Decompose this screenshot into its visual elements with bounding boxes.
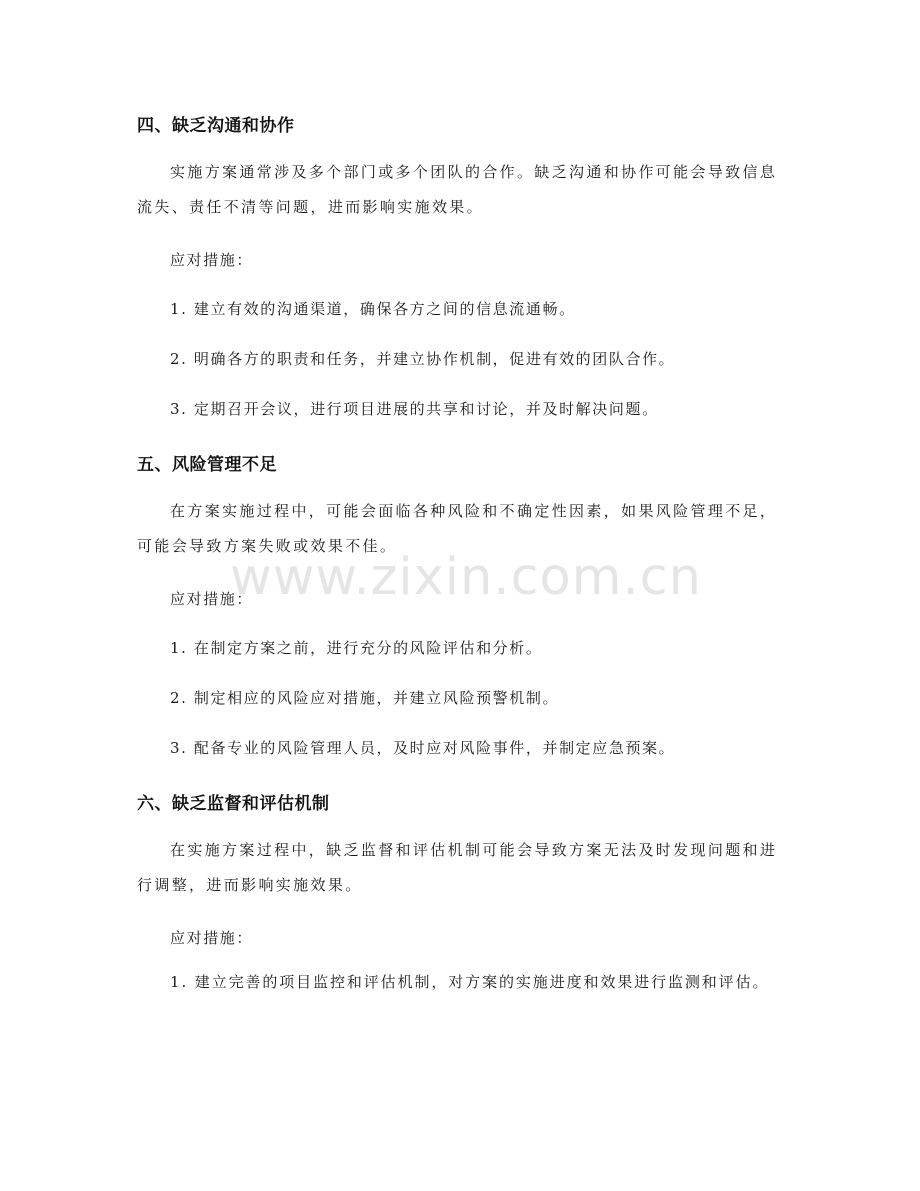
measure-item: 2. 制定相应的风险应对措施，并建立风险预警机制。 xyxy=(170,689,560,707)
measures-label: 应对措施： xyxy=(170,929,254,947)
measure-item: 2. 明确各方的职责和任务，并建立协作机制，促进有效的团队合作。 xyxy=(170,350,676,368)
section-heading: 五、风险管理不足 xyxy=(137,455,277,475)
section-heading: 六、缺乏监督和评估机制 xyxy=(137,794,330,814)
measures-label: 应对措施： xyxy=(170,251,254,269)
section-paragraph: 在实施方案过程中，缺乏监督和评估机制可能会导致方案无法及时发现问题和进行调整，进而影响实施效果。 xyxy=(137,841,778,894)
measure-item: 3. 定期召开会议，进行项目进展的共享和讨论，并及时解决问题。 xyxy=(170,400,659,418)
measure-item: 3. 配备专业的风险管理人员，及时应对风险事件，并制定应急预案。 xyxy=(170,739,676,757)
section-paragraph: 实施方案通常涉及多个部门或多个团队的合作。缺乏沟通和协作可能会导致信息流失、责任不清等问题，进而影响实施效果。 xyxy=(137,163,778,216)
measure-item: 1. 建立有效的沟通渠道，确保各方之间的信息流通畅。 xyxy=(170,300,576,318)
measures-label: 应对措施： xyxy=(170,590,254,608)
measure-item: 1. 建立完善的项目监控和评估机制，对方案的实施进度和效果进行监测和评估。 xyxy=(170,973,770,991)
watermark: www.zixin.com.cn xyxy=(230,548,702,607)
section-paragraph: 在方案实施过程中，可能会面临各种风险和不确定性因素，如果风险管理不足，可能会导致方案失败或效果不佳。 xyxy=(137,502,778,555)
measure-item: 1. 在制定方案之前，进行充分的风险评估和分析。 xyxy=(170,639,543,657)
section-heading: 四、缺乏沟通和协作 xyxy=(137,116,295,136)
